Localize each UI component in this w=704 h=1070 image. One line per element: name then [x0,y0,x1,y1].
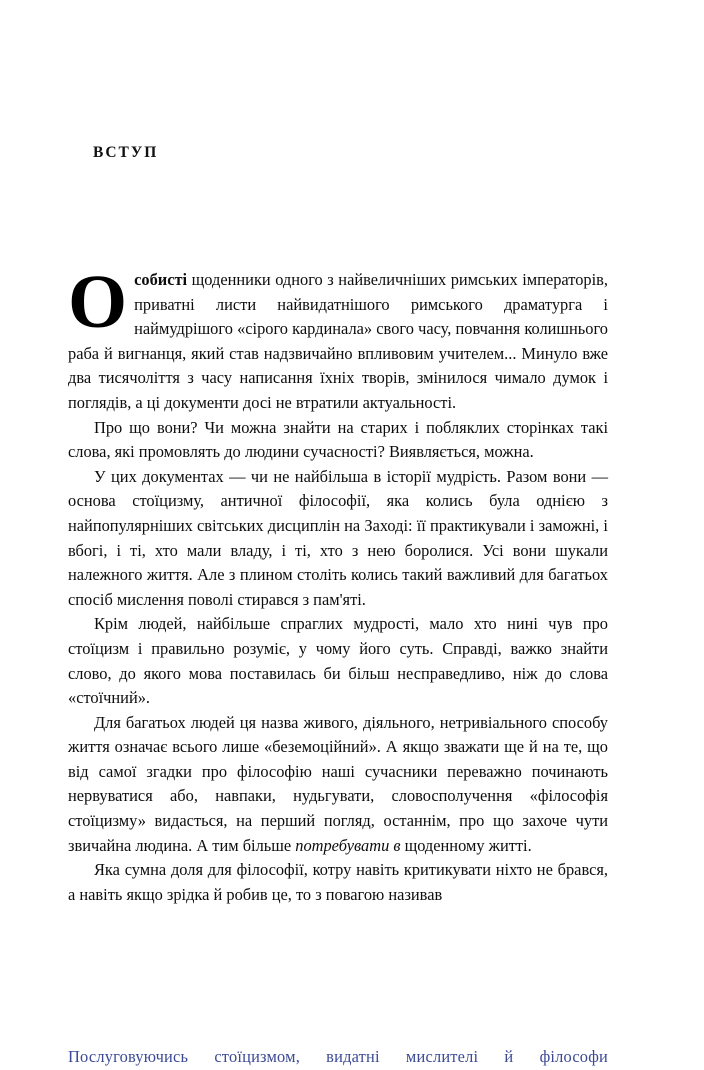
paragraph-5 [68,711,608,859]
drop-cap: О [68,260,128,344]
paragraph-1 [68,260,608,416]
paragraph-6: Яка сумна доля для філософії, котру навіть критикувати ніхто не брався, а навіть якщо зрідка й робив це, то з повагою називав [68,860,608,904]
paragraph-2: Про що вони? Чи можна знайти на старих і побляклих сторінках такі слова, які промовлять до людини сучасності? Виявляється, можна. [68,417,608,462]
paragraph-5-text-b: щоденному житті. [400,835,532,855]
paragraph-4: Крім людей, найбільше спраглих мудрості, мало хто нині чув про стоїцизм і правильно розуміє, у чому його суть. Справді, важко знайти слово, до якого мова поставилась би більш несправедливо, ніж до слова «стоїчний». [68,614,608,708]
paragraph-5-emphasis: потребувати в [295,835,401,855]
bottom-cutoff-text: Послуговуючись стоїцизмом, видатні мислителі й філософи [68,1047,608,1066]
bottom-cutoff-line [68,1045,608,1066]
paragraph-5-text-a: Для багатьох людей ця назва живого, діяльного, нетривіального способу життя означає всього лише «беземоційний». А якщо зважати ще й на те, що від самої згадки про філософію наші сучасники переважно починають нервуватися або, навпаки, нудьгувати, словосполучення «філософія стоїцизму» видасться, на перший погляд, останнім, про що захоче чути звичайна людина. А тим більше [68,712,608,855]
body-text-column [68,260,608,907]
paragraph-3: У цих документах — чи не найбільша в історії мудрість. Разом вони — основа стоїцизму, античної філософії, яка колись була однією з найпопулярніших світських дисциплін на Заході: її практикували і заможні, і вбогі, і ті, хто мали владу, і ті, хто з нею боролися. Усі вони шукали належного життя. Але з плином століть колись такий важливий для багатьох спосіб мислення поволі стирався з пам'яті. [68,466,608,609]
lead-bold-word: собисті [134,270,188,289]
chapter-heading: ВСТУП [93,144,159,161]
paragraph-1-text: щоденники одного з найвеличніших римських імператорів, приватні листи найвидатнішого римського драматурга і наймудрішого «сірого кардинала» свого часу, повчання колишнього раба й вигнанця, який став надзвичайно впливовим учителем... Минуло вже два тисячоліття з часу написання їхніх творів, змінилося чимало думок і поглядів, а ці документи досі не втратили актуальності. [68,270,608,412]
